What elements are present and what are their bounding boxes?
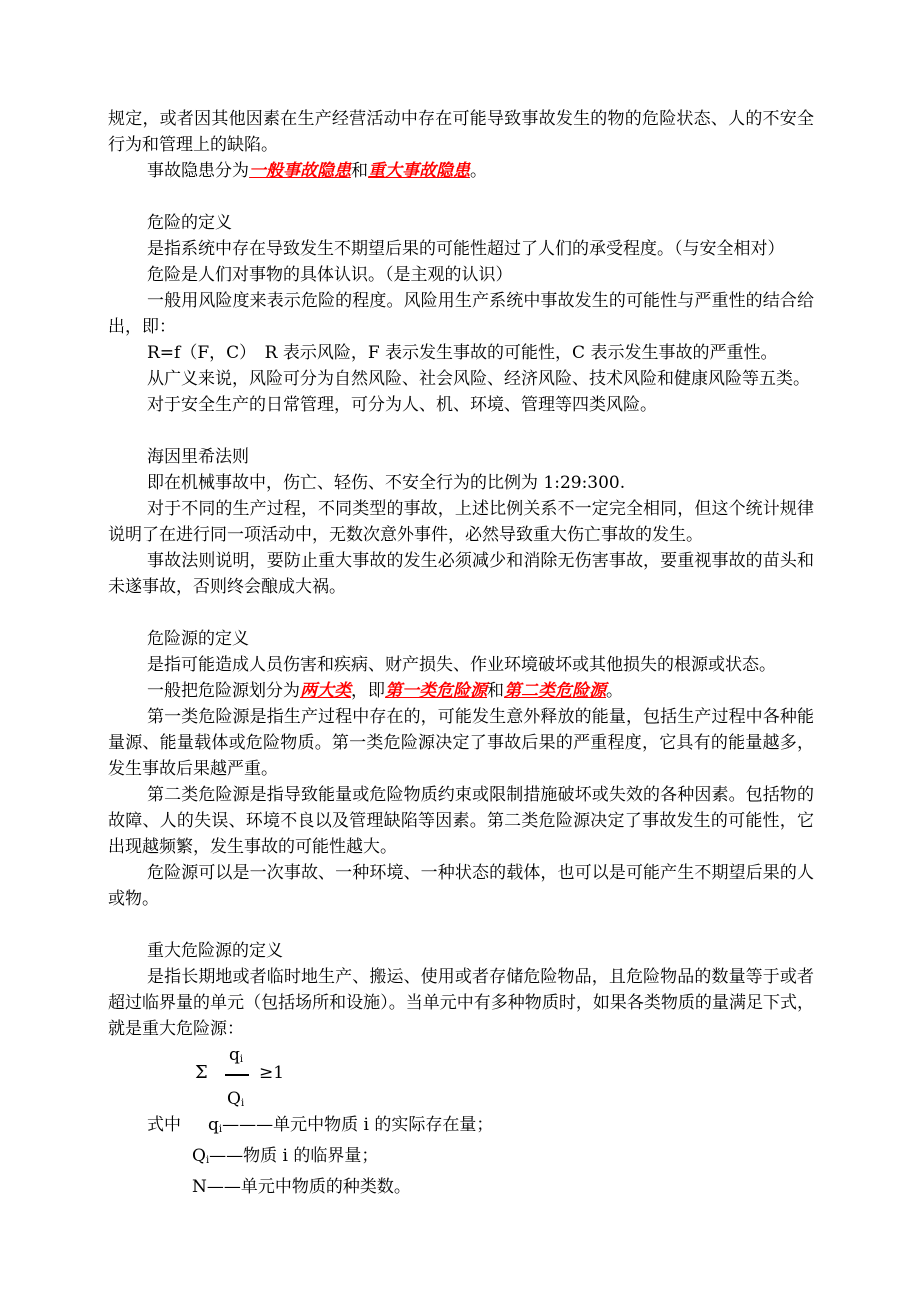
spacer [108,912,814,938]
text: 一般把危险源划分为 [147,681,300,701]
var-Q-subscript: i [205,1155,210,1166]
paragraph: 对于不同的生产过程，不同类型的事故，上述比例关系不一定完全相同，但这个统计规律说明了在进行同一项活动中，无数次意外事件，必然导致重大伤亡事故的发生。 [108,499,814,545]
definition-q [108,1112,814,1143]
highlight-first-class: 第一类危险源 [385,681,487,701]
paragraph: 第二类危险源是指导致能量或危险物质约束或限制措施破坏或失效的各种因素。包括物的故障、人的失误、环境不良以及管理缺陷等因素。第二类危险源决定了事故发生的可能性，它出现越频繁，发生事故的可能性越大。 [108,785,814,857]
paragraph: 一般用风险度来表示危险的程度。风险用生产系统中事故发生的可能性与严重性的结合给出，即： [108,291,814,337]
text: ，即 [351,681,385,701]
denominator-subscript: i [240,1098,245,1109]
numerator-var: q [229,1045,240,1065]
paragraph: 危险源可以是一次事故、一种环境、一种状态的载体，也可以是可能产生不期望后果的人或物。 [108,863,814,909]
definition-Q-text: ——物质 i 的临界量； [209,1146,379,1166]
paragraph: 是指长期地或者临时地生产、搬运、使用或者存储危险物品，且危险物品的数量等于或者超过临界量的单元（包括场所和设施）。当单元中有多种物质时，如果各类物质的量满足下式，就是重大危险源： [108,967,814,1039]
spacer [108,184,814,210]
var-Q: Q [192,1146,206,1166]
var-q-subscript: i [218,1124,223,1135]
threshold-formula [195,1042,814,1112]
section-heading-hazard-source: 危险源的定义 [147,629,249,649]
definition-N: N——单元中物质的种类数。 [192,1177,411,1197]
highlight-two-classes: 两大类 [300,681,351,701]
paragraph: 事故法则说明，要防止重大事故的发生必须减少和消除无伤害事故，要重视事故的苗头和未遂事故，否则终会酿成大祸。 [108,551,814,597]
highlight-second-class: 第二类危险源 [504,681,606,701]
highlight-major-hazard: 重大事故隐患 [368,161,470,181]
sigma-symbol: Σ [195,1062,208,1083]
highlight-general-hazard: 一般事故隐患 [249,161,351,181]
paragraph: 第一类危险源是指生产过程中存在的，可能发生意外释放的能量，包括生产过程中各种能量源、能量载体或危险物质。第一类危险源决定了事故后果的严重程度，它具有的能量越多，发生事故后果越严重。 [108,707,814,779]
paragraph: 即在机械事故中，伤亡、轻伤、不安全行为的比例为 1:29:300. [147,473,626,493]
formula-denominator [227,1086,244,1117]
document-page [108,106,814,1200]
text: 。 [470,161,487,181]
text: 和 [487,681,504,701]
paragraph: 危险是人们对事物的具体认识。（是主观的认识） [147,265,513,285]
formula-relation: ≥1 [259,1063,285,1083]
paragraph: 是指系统中存在导致发生不期望后果的可能性超过了人们的承受程度。（与安全相对） [147,239,785,259]
text: 事故隐患分为 [147,161,249,181]
paragraph: 从广义来说，风险可分为自然风险、社会风险、经济风险、技术风险和健康风险等五类。 [147,369,810,389]
spacer [108,418,814,444]
formula-numerator [229,1042,243,1073]
paragraph: 是指可能造成人员伤害和疾病、财产损失、作业环境破坏或其他损失的根源或状态。 [147,655,776,675]
section-heading-heinrich: 海因里希法则 [147,447,249,467]
paragraph-hazard-types [108,158,814,184]
definition-Q [108,1143,814,1174]
paragraph-hazard-classes [108,678,814,704]
var-q: q [208,1115,219,1135]
definition-lead: 式中 [147,1115,181,1135]
spacer [108,600,814,626]
paragraph: 对于安全生产的日常管理，可分为人、机、环境、管理等四类风险。 [147,395,657,415]
paragraph: 规定，或者因其他因素在生产经营活动中存在可能导致事故发生的物的危险状态、人的不安全行为和管理上的缺陷。 [108,109,814,155]
numerator-subscript: i [239,1054,244,1065]
section-heading-danger: 危险的定义 [147,213,232,233]
text: 。 [606,681,623,701]
denominator-var: Q [227,1089,241,1109]
definition-q-text: ———单元中物质 i 的实际存在量； [222,1115,494,1135]
text: 和 [351,161,368,181]
section-heading-major-hazard: 重大危险源的定义 [147,941,283,961]
fraction-bar [225,1074,249,1076]
paragraph-risk-formula: R=f（F，C） R 表示风险，F 表示发生事故的可能性，C 表示发生事故的严重性。 [147,343,778,363]
